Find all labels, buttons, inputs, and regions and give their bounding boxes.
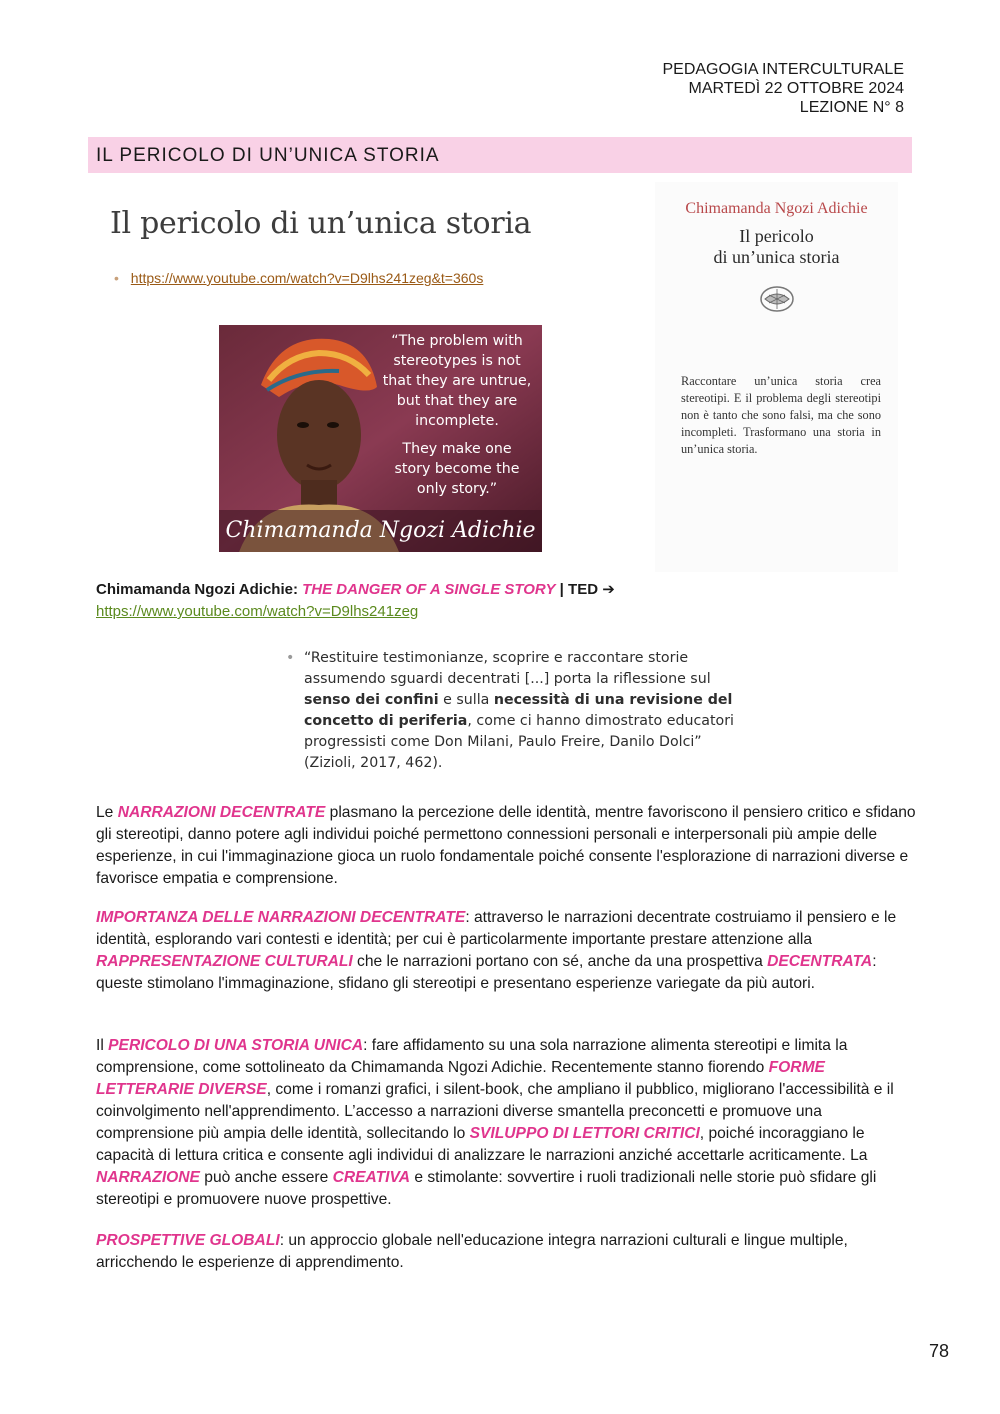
video-caption <box>96 580 615 598</box>
book-blurb: Raccontare un’unica storia crea stereotipi. E il problema degli stereotipi non è tanto che sono falsi, ma che sono incompleti. Trasformano una storia in un’unica storia. <box>681 374 881 456</box>
quote-line: only story.” <box>416 481 498 497</box>
paragraph-text: Le <box>96 804 118 821</box>
quote-line: story become the <box>394 461 520 477</box>
book-title-line: di un’unica storia <box>713 247 840 267</box>
paragraph-prospettive <box>96 1230 916 1274</box>
photo-quote <box>375 331 539 499</box>
highlight-term: PERICOLO DI UNA STORIA UNICA <box>108 1037 364 1054</box>
quote-line: that they are untrue, <box>382 373 532 389</box>
quote-line: “The problem with <box>391 333 523 349</box>
section-title: IL PERICOLO DI UN’UNICA STORIA <box>96 145 440 166</box>
highlight-term: DECENTRATA <box>767 953 873 970</box>
highlight-term: NARRAZIONE <box>96 1169 200 1186</box>
paragraph-narrazioni <box>96 802 916 890</box>
paragraph-text: può anche essere <box>199 1169 333 1186</box>
highlight-term: FORME LETTERARIE DIVERSE <box>96 1059 825 1098</box>
paragraph-text: plasmano la percezione delle identità, mentre favoriscono il pensiero critico e sfidano gli stereotipi, danno potere agli individui poiché permettono connessioni personali e interpersonali più ampie delle esperienze, in cui l'immaginazione gioca un ruolo fondamentale poiché consente l'esplorazione di narrazioni diverse e favorisce empatia e comprensione. <box>96 804 916 887</box>
paragraph-text: Il <box>96 1037 109 1054</box>
highlight-term: CREATIVA <box>332 1169 410 1186</box>
slide-title: Il pericolo di un’unica storia <box>110 206 532 241</box>
slide-link-row <box>114 270 483 286</box>
slide-bullet: • <box>114 270 119 286</box>
paragraph-text: , come i romanzi grafici, i silent-book, che ampliano il pubblico, migliorano l'accessibilità e il coinvolgimento nell'apprendimento. L’accesso a narrazioni diverse smantella preconcetti e promuove una comprensione più ampia delle identità, sollecitando lo <box>96 1081 894 1142</box>
book-cover <box>655 182 898 572</box>
video-url-link[interactable]: https://www.youtube.com/watch?v=D9lhs241zeg <box>96 603 419 620</box>
paragraph-pericolo <box>96 1035 916 1211</box>
quote-line: but that they are <box>396 393 518 409</box>
photo-caption: Chimamanda Ngozi Adichie <box>225 518 536 543</box>
citation-quote <box>286 648 754 774</box>
quote-line: stereotypes is not <box>393 353 521 369</box>
quote-line: incomplete. <box>415 413 499 429</box>
book-title <box>655 226 898 268</box>
book-author: Chimamanda Ngozi Adichie <box>685 200 868 217</box>
video-speaker: Chimamanda Ngozi Adichie: <box>96 581 298 598</box>
section-title-bar <box>88 137 912 173</box>
quote-emphasis: necessità di una revisione del concetto di periferia <box>304 692 733 729</box>
course-name: PEDAGOGIA INTERCULTURALE <box>662 61 904 78</box>
paragraph-importanza <box>96 907 916 995</box>
paragraph-text: : fare affidamento su una sola narrazione alimenta stereotipi e limita la comprensione, come sottolineato da Chimamanda Ngozi Adichie. Recentemente stanno fiorendo <box>96 1037 848 1076</box>
quote-bullet: • <box>286 650 295 666</box>
lesson-date: MARTEDÌ 22 OTTOBRE 2024 <box>688 80 904 97</box>
paragraph-text: : attraverso le narrazioni decentrate costruiamo il pensiero e le identità, esplorando vari contesti e identità; per cui è particolarmente importante prestare attenzione alla <box>96 909 897 948</box>
highlight-term: SVILUPPO DI LETTORI CRITICI <box>469 1125 700 1142</box>
lesson-number: LEZIONE N° 8 <box>799 99 904 116</box>
page-header <box>662 60 904 117</box>
highlight-term: IMPORTANZA DELLE NARRAZIONI DECENTRATE <box>96 909 466 926</box>
slide-video-link[interactable]: https://www.youtube.com/watch?v=D9lhs241zeg&t=360s <box>130 270 484 286</box>
paragraph-text: , poiché incoraggiano le capacità di lettura critica e consente agli individui di analizzare le narrazioni anziché accettarle acriticamente. La <box>96 1125 868 1164</box>
quote-text: e sulla <box>438 692 494 708</box>
paragraph-text: : un approccio globale nell'educazione integra narrazioni culturali e lingue multiple, arricchendo le esperienze di apprendimento. <box>96 1232 848 1271</box>
highlight-term: PROSPETTIVE GLOBALI <box>96 1232 280 1249</box>
quote-text: , come ci hanno dimostrato educatori progressisti come Don Milani, Paulo Freire, Danilo Dolci” (Zizioli, 2017, 462). <box>304 713 734 771</box>
paragraph-text: e stimolante: sovvertire i ruoli tradizionali nelle storie può sfidare gli stereotipi e promuovere nuove prospettive. <box>96 1169 877 1208</box>
paragraph-text: che le narrazioni portano con sé, anche da una prospettiva <box>352 953 768 970</box>
quote-emphasis: senso dei confini <box>304 692 439 708</box>
paragraph-text: : queste stimolano l'immaginazione, sfidano gli stereotipi e presentano esperienze variegate da più autori. <box>96 953 877 992</box>
page-number: 78 <box>929 1341 950 1361</box>
publisher-emblem-icon <box>759 285 795 313</box>
slide-image <box>96 192 542 552</box>
arrow-right-icon: ➔ <box>602 581 615 598</box>
highlight-term: RAPPRESENTAZIONE CULTURALI <box>96 953 353 970</box>
speaker-photo <box>219 325 542 552</box>
quote-text: “Restituire testimonianze, scoprire e raccontare storie assumendo sguardi decentrati [...] porta la riflessione sul <box>304 650 711 687</box>
video-separator: | TED <box>559 581 599 598</box>
highlight-term: NARRAZIONI DECENTRATE <box>117 804 326 821</box>
quote-line: They make one <box>402 441 512 457</box>
video-talk-title: THE DANGER OF A SINGLE STORY <box>302 581 556 598</box>
book-title-line: Il pericolo <box>739 226 814 246</box>
